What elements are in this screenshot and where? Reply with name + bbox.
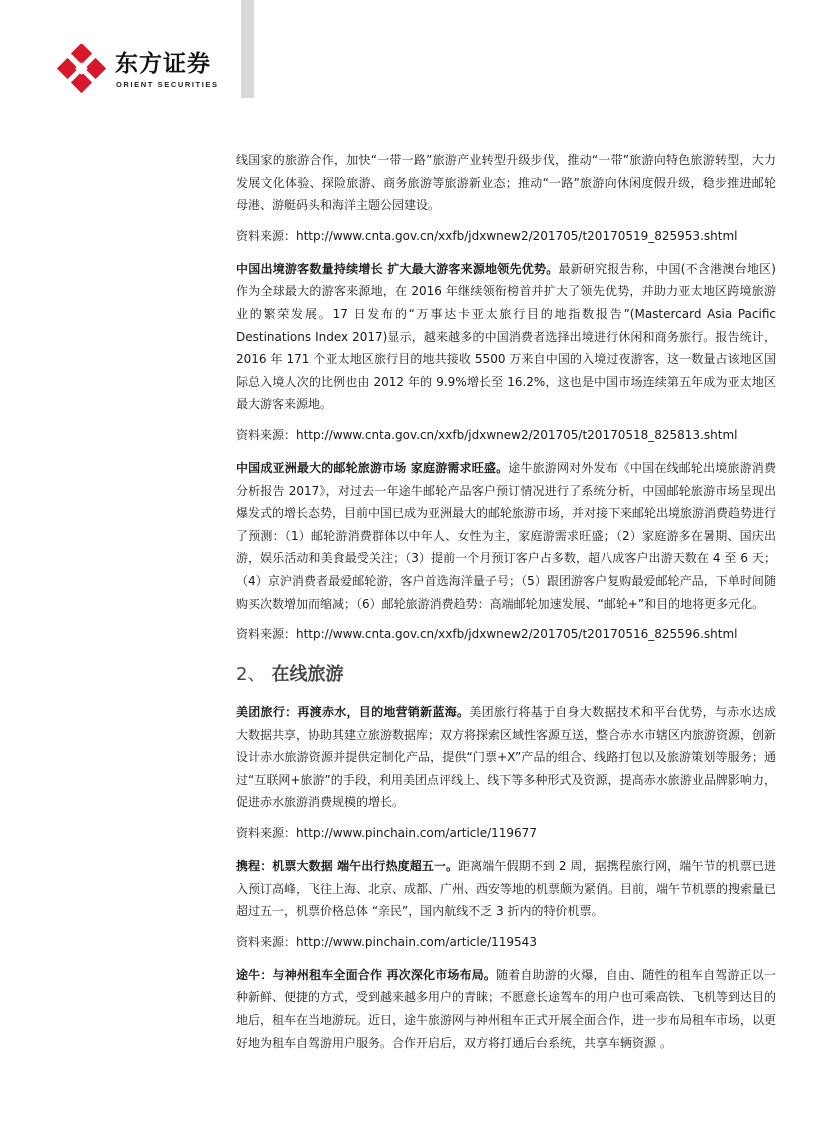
source-line: 资料来源：http://www.cnta.gov.cn/xxfb/jdxwnew2/201705/t20170519_825953.shtml	[236, 228, 738, 243]
paragraph-ctrip	[236, 855, 776, 923]
section-heading	[236, 663, 776, 687]
paragraph-text: 随着自助游的火爆，自由、随性的租车自驾游正以一种新鲜、便捷的方式，受到越来越多用户的青睐；不愿意长途驾车的用户也可乘高铁、飞机等到达目的地后，租车在当地游玩。近日，途牛旅游网与神州租车正式开展全面合作，进一步布局租车市场，以更好地为租车自驾游用户服务。合作开启后，双方将打通后台系统，共享车辆资源 。	[236, 967, 777, 1050]
paragraph-outbound-tourists	[236, 258, 776, 416]
source-line: 资料来源：http://www.pinchain.com/article/119677	[236, 826, 537, 841]
logo-chinese-name: 东方证券	[115, 51, 211, 77]
source-line: 资料来源：http://www.cnta.gov.cn/xxfb/jdxwnew2/201705/t20170516_825596.shtml	[236, 627, 738, 642]
paragraph-text: 线国家的旅游合作，加快“一带一路”旅游产业转型升级步伐，推动“一带”旅游向特色旅游转型，大力发展文化体验、探险旅游、商务旅游等旅游新业态；推动“一路”旅游向休闲度假升级，稳步推进邮轮母港、游艇码头和海洋主题公园建设。	[236, 153, 777, 213]
logo-english-name: ORIENT SECURITIES	[116, 80, 219, 89]
orient-logo-icon	[57, 44, 109, 96]
paragraph-cruise-market	[236, 457, 776, 615]
company-logo	[57, 44, 237, 96]
paragraph-lead: 中国成亚洲最大的邮轮旅游市场 家庭游需求旺盛。	[236, 460, 509, 475]
paragraph-text: 最新研究报告称，中国(不含港澳台地区)作为全球最大的游客来源地，在 2016 年继续领衔榜首并扩大了领先优势，并助力亚太地区跨境旅游业的繁荣发展。17 日发布的“万事达卡亚太旅行目的地指数报告”(Mastercard Asia Pacific Destinations Index 2017)显示，越来越多的中国消费者选择出境进行休闲和商务旅行。报告统计，2016 年 171 个亚太地区旅行目的地共接收 5500 万来自中国的入境过夜游客，这一数量占该地区国际总入境人次的比例也由 2012 年的 9.9%增长至 16.2%，这也是中国市场连续第五年成为亚太地区最大游客来源地。	[236, 261, 776, 412]
paragraph-belt-road-tourism	[236, 149, 776, 217]
paragraph-meituan	[236, 701, 776, 814]
paragraph-tuniu-car-rental	[236, 964, 776, 1054]
paragraph-text: 距离端午假期不到 2 周，据携程旅行网，端午节的机票已进入预订高峰，飞往上海、北京、成都、广州、西安等地的机票颇为紧俏。目前，端午节机票的搜索量已超过五一，机票价格总体 “亲民”，国内航线不乏 3 折内的特价机票。	[236, 859, 777, 919]
paragraph-lead: 携程：机票大数据 端午出行热度超五一。	[236, 859, 459, 874]
source-line: 资料来源：http://www.cnta.gov.cn/xxfb/jdxwnew2/201705/t20170518_825813.shtml	[236, 427, 738, 442]
paragraph-text: 美团旅行将基于自身大数据技术和平台优势，与赤水达成大数据共享，协助其建立旅游数据库；双方将探索区域性客源互送，整合赤水市辖区内旅游资源，创新设计赤水旅游资源并提供定制化产品，提供“门票+X”产品的组合、线路打包以及旅游策划等服务；通过“互联网+旅游”的手段，利用美团点评线上、线下等多种形式及资源，提高赤水旅游业品牌影响力，促进赤水旅游消费规模的增长。	[236, 705, 777, 810]
source-line: 资料来源：http://www.pinchain.com/article/119543	[236, 934, 537, 949]
report-body	[236, 149, 776, 1062]
header-divider-stripe	[241, 0, 254, 98]
paragraph-lead: 途牛：与神州租车全面合作 再次深化市场布局。	[236, 967, 497, 982]
paragraph-text: 途牛旅游网对外发布《中国在线邮轮出境旅游消费分析报告 2017》，对过去一年途牛邮轮产品客户预订情况进行了系统分析，中国邮轮旅游市场呈现出爆发式的增长态势，目前中国已成为亚洲最大的邮轮旅游市场，并对接下来邮轮出境旅游消费趋势进行了预测：（1）邮轮游消费群体以中年人、女性为主，家庭游需求旺盛；（2）家庭游多在暑期、国庆出游，娱乐活动和美食最受关注；（3）提前一个月预订客户占多数，超八成客户出游天数在 4 至 6 天；（4）京沪消费者最爱邮轮游，客户首选海洋量子号；（5）跟团游客户复购最爱邮轮产品，下单时间随购买次数增加而缩减；（6）邮轮旅游消费趋势：高端邮轮加速发展、“邮轮+”和目的地将更多元化。	[236, 460, 777, 611]
page-header	[0, 0, 827, 98]
section-title: 在线旅游	[271, 664, 344, 686]
paragraph-lead: 美团旅行：再渡赤水，目的地营销新蓝海。	[236, 705, 470, 720]
paragraph-lead: 中国出境游客数量持续增长 扩大最大游客来源地领先优势。	[236, 261, 559, 276]
section-number: 2、	[236, 664, 266, 686]
